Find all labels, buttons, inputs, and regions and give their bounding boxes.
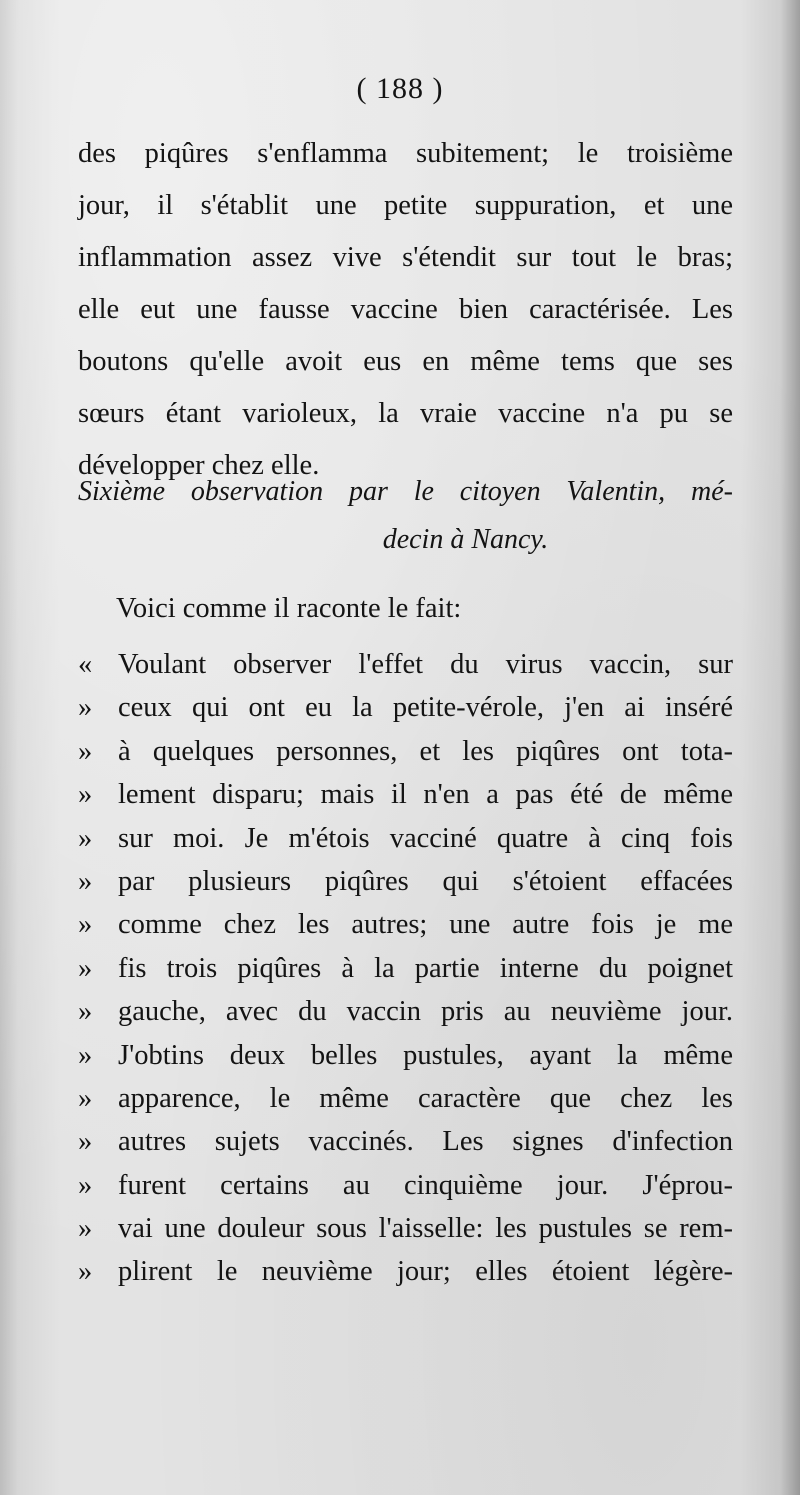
quote-mark: » [78,1169,93,1201]
quote-text: autres sujets vaccinés. Les signes d'infection [118,1126,733,1158]
text-line: développer chez elle. [78,450,320,481]
text-line: Voici comme il raconte le fait: [116,593,462,624]
heading-line-1: Sixième observation par le citoyen Valentin, mé- [78,476,733,507]
quote-line [78,1250,733,1293]
quote-line [78,1034,733,1077]
quote-mark: » [78,1126,93,1158]
quote-text: fis trois piqûres à la partie interne du poignet [118,952,733,984]
quote-text: lement disparu; mais il n'en a pas été de même [118,779,733,811]
quote-text: sur moi. Je m'étois vacciné quatre à cinq fois [118,822,733,854]
quote-mark: » [78,1039,93,1071]
quote-line [78,686,733,729]
quote-line [78,990,733,1033]
quote-text: plirent le neuvième jour; elles étoient légère- [118,1256,733,1288]
quote-line [78,903,733,946]
quote-mark: » [78,735,93,767]
quote-line [78,730,733,773]
paragraph-continuation [78,128,733,492]
quote-text: par plusieurs piqûres qui s'étoient effacées [118,865,733,897]
quotation [78,643,733,1294]
quote-mark: » [78,1082,93,1114]
quote-line [78,1207,733,1250]
quote-mark: » [78,909,93,941]
text-line: elle eut une fausse vaccine bien caractérisée. Les [78,294,733,325]
quote-text: à quelques personnes, et les piqûres ont tota- [118,735,733,767]
quote-mark: » [78,822,93,854]
quote-line [78,773,733,816]
quote-mark: » [78,1256,93,1288]
intro-line [116,583,716,635]
quote-line [78,1077,733,1120]
quote-mark: » [78,779,93,811]
quote-mark: » [78,996,93,1028]
quote-text: vai une douleur sous l'aisselle: les pustules se rem- [118,1213,733,1245]
quote-text: apparence, le même caractère que chez les [118,1082,733,1114]
quote-text: J'obtins deux belles pustules, ayant la même [118,1039,733,1071]
heading-line-2: decin à Nancy. [382,524,549,555]
quote-mark: « [78,649,93,680]
quote-text: furent certains au cinquième jour. J'éprou- [118,1169,733,1201]
quote-line [78,817,733,860]
quote-line [78,947,733,990]
section-heading [78,468,733,564]
quote-line [78,643,733,686]
quote-text: Voulant observer l'effet du virus vaccin, sur [118,649,733,680]
quote-line [78,1164,733,1207]
text-line: boutons qu'elle avoit eus en même tems que ses [78,346,733,377]
quote-mark: » [78,865,93,897]
text-line: jour, il s'établit une petite suppuration, et une [78,190,733,221]
quote-line [78,1120,733,1163]
quote-mark: » [78,952,93,984]
quote-text: gauche, avec du vaccin pris au neuvième jour. [118,996,733,1028]
quote-mark: » [78,692,93,724]
quote-text: ceux qui ont eu la petite-vérole, j'en ai inséré [118,692,733,724]
quote-mark: » [78,1213,93,1245]
text-line: des piqûres s'enflamma subitement; le troisième [78,138,733,169]
text-line: sœurs étant varioleux, la vraie vaccine n'a pu se [78,398,733,429]
text-line: inflammation assez vive s'étendit sur tout le bras; [78,242,733,273]
quote-line [78,860,733,903]
page-number: ( 188 ) [356,72,444,105]
quote-text: comme chez les autres; une autre fois je me [118,909,733,941]
